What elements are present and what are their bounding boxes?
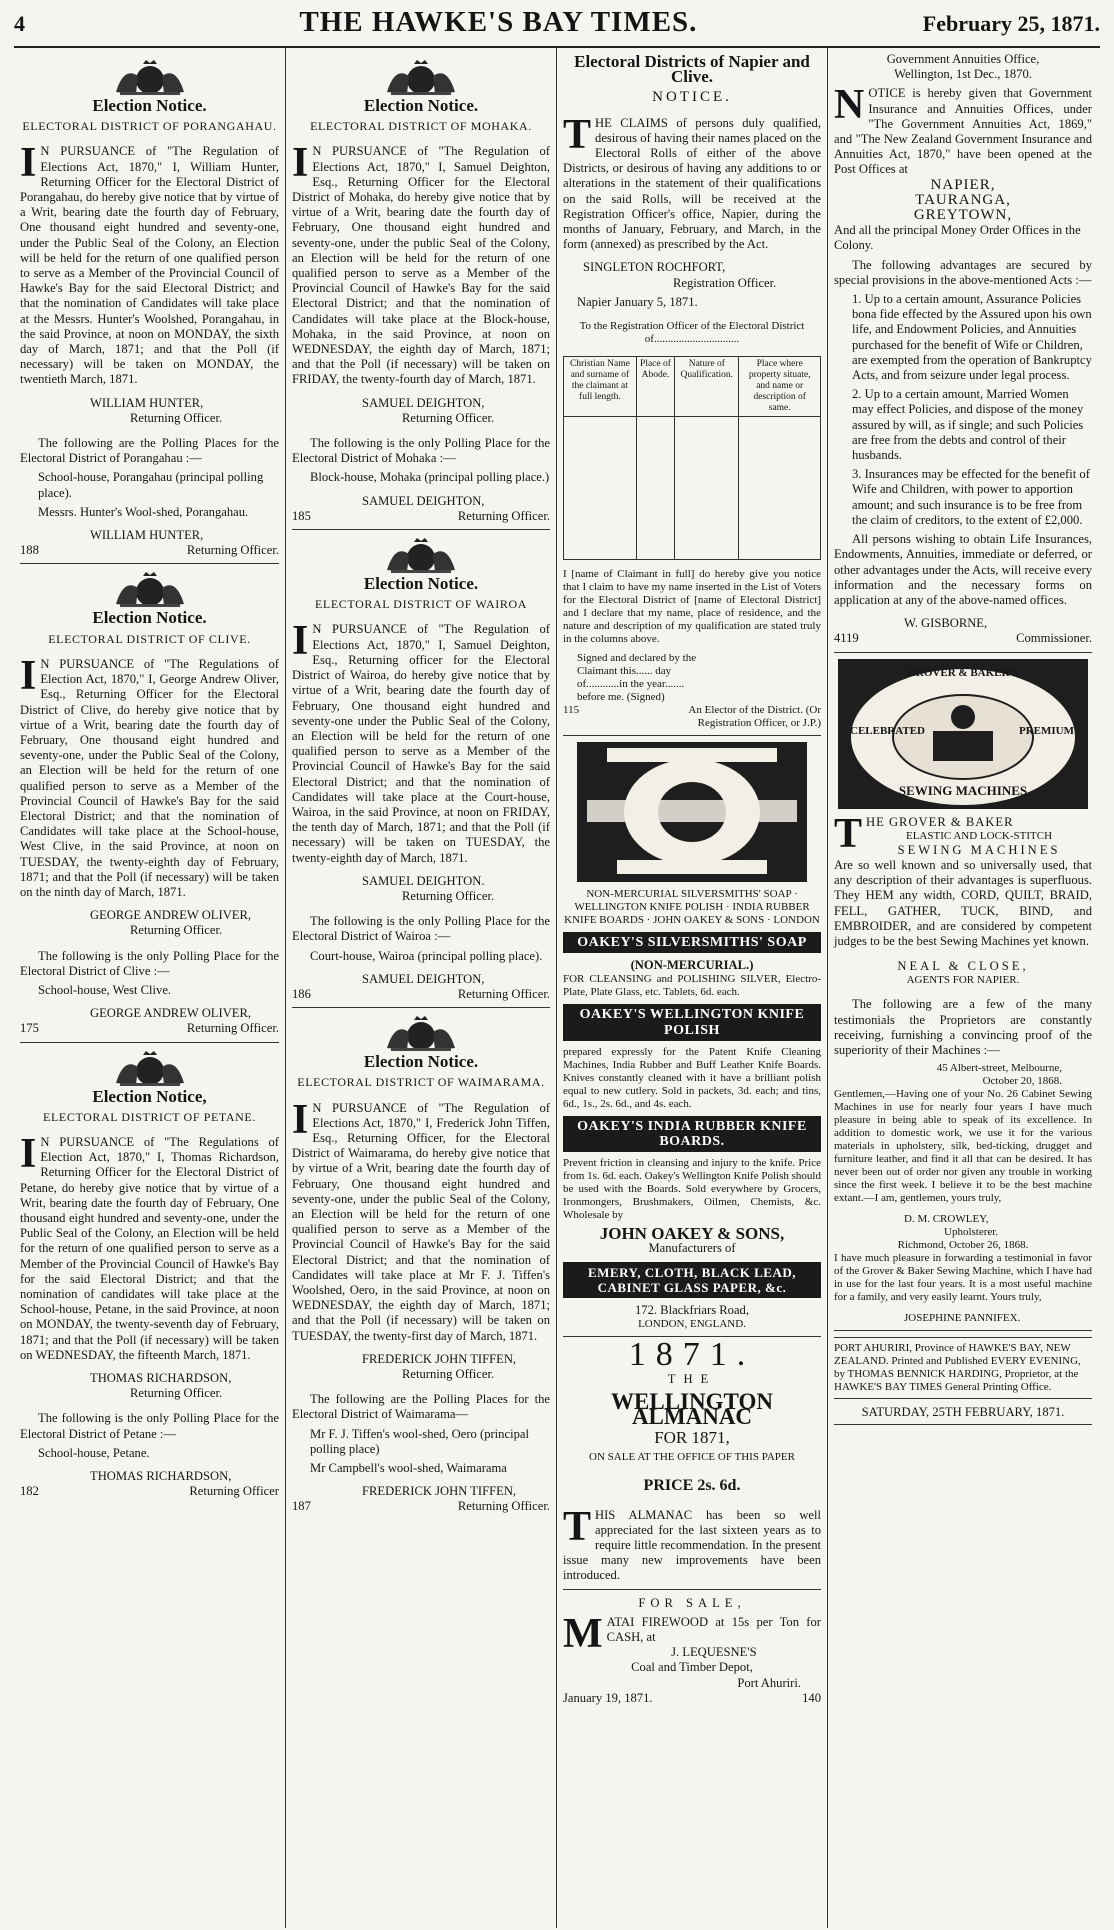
signature-name: SAMUEL DEIGHTON, xyxy=(362,971,485,986)
declaration: I [name of Claimant in full] do hereby give you notice that I claim to have my name inserted in the List of Voters for the Electoral District of [name of Electoral District] and I declare that my name, place of residence, and the nature and description of my qualification are stated truly in the columns above. xyxy=(563,568,821,646)
signature-name: GEORGE ANDREW OLIVER, xyxy=(90,1006,252,1021)
polling-intro: The following is the only Polling Place for the Electoral District of Petane :— xyxy=(20,1411,279,1441)
election-notice-wairoa xyxy=(292,536,550,1008)
form-cell xyxy=(564,417,637,560)
oakey-address: 172. Blackfriars Road, xyxy=(634,1303,749,1318)
district-name: ELECTORAL DISTRICT OF CLIVE. xyxy=(48,631,251,646)
drop-cap: I xyxy=(20,140,37,187)
grover-emblem xyxy=(838,659,1088,809)
royal-arms-icon xyxy=(381,58,461,96)
signature-name: SAMUEL DEIGHTON, xyxy=(362,493,485,508)
almanac-advertisement xyxy=(563,1336,821,1589)
signature-title: Returning Officer. xyxy=(186,1021,279,1036)
emblem-top: GROVER & BAKER'S xyxy=(907,666,1019,679)
ad-number: 186 xyxy=(292,986,311,1001)
oakey-emblem-icon xyxy=(577,742,807,882)
royal-arms-icon xyxy=(110,570,190,608)
notice-text: N PURSUANCE of "The Regulation of Elections Act, 1870," I, William Hunter, Returning Officer for the Electoral District of Porangahau, do hereby give notice that by virtue of a Writ, bearing date the fourth day of February, One thousand eight hundred and seventy-one, under the Public Seal of the Colony, an Election will be held for the return of one qualified person to serve as a Member of the Provincial Council of Hawke's Bay for the said Electoral District; and that the nomination of Candidates will take place at the Messrs. Hunter's Woolshed, Porangahau, in the said Province, at noon on MONDAY, the sixth day of March, 1871; and that the Poll (if necessary) will be taken on MONDAY, the twentieth March, 1871. xyxy=(20,144,279,387)
drop-cap: I xyxy=(20,1130,37,1177)
dateline: Napier January 5, 1871. xyxy=(577,294,698,309)
form-cell xyxy=(739,417,821,560)
signed-line: Signed and declared by the Claimant this...... day of............in the year....... before me. (Signed) xyxy=(577,652,697,704)
drop-cap: T xyxy=(834,810,863,857)
form-column-header: Place of Abode. xyxy=(636,357,674,417)
signature-title: Returning Officer. xyxy=(457,1499,550,1514)
ad-number: 175 xyxy=(20,1021,39,1036)
notice-body xyxy=(292,1096,550,1344)
notice-heading: Election Notice. xyxy=(363,574,479,594)
testimonial-signature: D. M. CROWLEY, xyxy=(904,1213,989,1226)
column-2 xyxy=(285,48,556,1928)
signature-name: GEORGE ANDREW OLIVER, xyxy=(90,908,252,923)
testimonial-address: 45 Albert-street, Melbourne, xyxy=(936,1062,1062,1075)
sale-text: ATAI FIREWOOD at 15s per Ton for CASH, at xyxy=(606,1614,821,1644)
annuities-and: And all the principal Money Order Offices in the Colony. xyxy=(834,223,1081,253)
polling-intro: The following are the Polling Places for the Electoral District of Porangahau :— xyxy=(20,436,279,466)
form-column-header: Place where property situate, and name or description of same. xyxy=(739,357,821,417)
polling-place: Court-house, Wairoa (principal polling place). xyxy=(310,948,543,963)
grover-baker-advertisement xyxy=(834,659,1092,1332)
signature-name: SAMUEL DEIGHTON. xyxy=(362,873,485,888)
sale-depot: Coal and Timber Depot, xyxy=(631,1660,753,1675)
printer-imprint: PORT AHURIRI, Province of HAWKE'S BAY, NEW ZEALAND. Printed and Published EVERY EVENING, by THOMAS BENNICK HARDING, Proprietor, at the HAWKE'S BAY TIMES General Printing Office. xyxy=(834,1337,1092,1399)
oakey-city: LONDON, ENGLAND. xyxy=(638,1318,746,1331)
oakey-company: JOHN OAKEY & SONS, xyxy=(599,1224,785,1244)
drop-cap: I xyxy=(292,1096,309,1143)
testimonial-body: Gentlemen,—Having one of your No. 26 Cabinet Sewing Machines in use for nearly four years I have much pleasure in being able to speak of its excellence. In addition to domestic work, we use it for the various materials in upholstery, silk, bed-ticking, drugget and furniture leather, and find it all that can be desired. It has never been out of order nor given any trouble in working since the first week. I believe it to be the best machine extant.—I am, gentlemen, yours truly, xyxy=(834,1088,1092,1205)
annuities-item-text: Up to a certain amount, Married Women may effect Policies, and dispose of the money assured by will, as if single; and such Policies are free from the debts and control of their husbands. xyxy=(852,387,1084,463)
polling-intro: The following is the only Polling Place for the Electoral District of Clive :— xyxy=(20,948,279,978)
oakey-emblem-text: NON-MERCURIAL SILVERSMITHS' SOAP · WELLINGTON KNIFE POLISH · INDIA RUBBER KNIFE BOARDS · JOHN OAKEY & SONS · LONDON xyxy=(564,888,820,927)
form-cell xyxy=(636,417,674,560)
notice-heading: Election Notice. xyxy=(363,1052,479,1072)
annuities-item-text: Insurances may be effected for the benefit of Wife and Children, with power to apportion amount; and such insurance is to be free from the claim of creditors, to the extent of £2,000. xyxy=(852,467,1090,527)
column-4 xyxy=(827,48,1098,1928)
royal-arms-icon xyxy=(381,536,461,574)
column-3 xyxy=(556,48,827,1928)
annuities-advertisement xyxy=(834,52,1092,653)
oakey-subtitle: (NON-MERCURIAL.) xyxy=(630,958,754,973)
notice-heading: Election Notice, xyxy=(92,1086,207,1106)
almanac-sale: ON SALE AT THE OFFICE OF THIS PAPER xyxy=(589,1451,795,1464)
district-name: ELECTORAL DISTRICT OF WAIMARAMA. xyxy=(297,1075,545,1090)
signature-name: SAMUEL DEIGHTON, xyxy=(362,395,485,410)
signature-name: WILLIAM HUNTER, xyxy=(90,528,204,543)
annuities-advantages: The following advantages are secured by special provisions in the above-mentioned Acts :— xyxy=(834,257,1092,287)
polling-intro: The following is the only Polling Place for the Electoral District of Wairoa :— xyxy=(292,914,550,944)
testimonial-date: Richmond, October 26, 1868. xyxy=(897,1239,1029,1252)
signature-title: Returning Officer. xyxy=(130,410,223,425)
sale-date: January 19, 1871. xyxy=(563,1690,653,1705)
notice-heading: Election Notice. xyxy=(92,608,207,628)
firewood-advertisement xyxy=(563,1596,821,1711)
notice-body xyxy=(292,140,550,387)
signature-title: Registration Officer. xyxy=(673,275,777,290)
sale-place: Port Ahuriri. xyxy=(737,1675,801,1690)
signature-title: Returning Officer. xyxy=(402,1367,495,1382)
notice-body xyxy=(20,140,279,387)
agents-for: AGENTS FOR NAPIER. xyxy=(906,974,1020,987)
notice-text: N PURSUANCE of "The Regulation of Elections Act, 1870," I, Frederick John Tiffen, Esq., Returning Officer, for the Electoral District of Waimarama, do hereby give notice that by virtue of a Writ, bearing date the fourth day of February, One thousand eight hundred and seventy-one, under the public Seal of the Colony, an Election will be held for the return of one qualified person to serve as a Member of the Provincial Council of Hawke's Bay for the said Electoral District; and that the nomination of Candidates will take place at Mr F. J. Tiffen's Woolshed, Oero, in the said Province, at noon on WEDNESDAY, the eighth day of March, 1871; and that the Poll (if necessary) will be taken on TUESDAY, the twenty-first day of March, 1871. xyxy=(292,1100,550,1343)
town: GREYTOWN, xyxy=(913,207,1013,224)
ad-number: 185 xyxy=(292,508,311,523)
annuities-office: Government Annuities Office, xyxy=(886,52,1040,66)
signature-name: THOMAS RICHARDSON, xyxy=(90,1469,232,1484)
almanac-title: WELLINGTON ALMANAC xyxy=(611,1388,773,1429)
royal-arms-icon xyxy=(381,1014,461,1052)
page-number: 4 xyxy=(14,11,25,36)
notice-body xyxy=(563,111,821,253)
district-name: ELECTORAL DISTRICT OF PORANGAHAU. xyxy=(22,119,277,134)
oakey-advertisement xyxy=(563,742,821,1337)
signature-name: THOMAS RICHARDSON, xyxy=(90,1371,232,1386)
testimonial-title: Upholsterer. xyxy=(944,1226,999,1239)
issue-date: February 25, 1871. xyxy=(922,11,1100,36)
polling-place: Block-house, Mohaka (principal polling place.) xyxy=(310,470,550,485)
polling-place: School-house, West Clive. xyxy=(38,982,172,997)
ad-number: 115 xyxy=(563,704,580,717)
oakey-emery-banner: EMERY, CLOTH, BLACK LEAD, CABINET GLASS PAPER, &c. xyxy=(563,1262,821,1298)
annuities-text: OTICE is hereby given that Government Insurance and Annuities Offices, under "The Government Annuities Act, 1869," and "The New Zealand Government Insurance and Annuities Act, 1870," have been opened at the Post Offices at xyxy=(834,86,1092,177)
drop-cap: I xyxy=(292,618,309,665)
polling-place: Mr Campbell's wool-shed, Waimarama xyxy=(310,1461,507,1476)
form-column-header: Christian Name and surname of the claimant at full length. xyxy=(564,357,637,417)
polling-place: School-house, Petane. xyxy=(38,1445,150,1460)
drop-cap: I xyxy=(20,652,37,699)
signature-title: Returning Officer. xyxy=(457,986,550,1001)
signature-title: Commissioner. xyxy=(1016,631,1092,646)
sale-name: J. LEQUESNE'S xyxy=(671,1645,757,1660)
polling-intro: The following is the only Polling Place for the Electoral District of Mohaka :— xyxy=(292,436,550,466)
signature-title: Returning Officer. xyxy=(402,888,495,903)
signature-title: Returning Officer. xyxy=(130,1386,223,1401)
election-notice-petane xyxy=(20,1049,279,1505)
almanac-year: 1871. xyxy=(628,1336,756,1374)
agents-name: NEAL & CLOSE, xyxy=(897,959,1029,974)
signature-title: Returning Officer. xyxy=(402,410,495,425)
column-1 xyxy=(14,48,285,1928)
ad-number: 140 xyxy=(802,1690,821,1705)
newspaper-title: THE HAWKE'S BAY TIMES. xyxy=(299,6,698,38)
notice-body xyxy=(20,1130,279,1363)
oakey-soap-banner: OAKEY'S SILVERSMITHS' SOAP xyxy=(563,932,821,953)
masthead xyxy=(14,6,1100,48)
form-cell xyxy=(675,417,739,560)
emblem-right: PREMIUM xyxy=(1019,724,1074,737)
signature-name: SINGLETON ROCHFORT, xyxy=(583,260,726,275)
testimonial-signature: JOSEPHINE PANNIFEX. xyxy=(904,1312,1021,1325)
annuities-item: 2. Up to a certain amount, Married Women may effect Policies, and dispose of the money assured by will, as if single; and such Policies are free from the debts and control of their husbands. xyxy=(852,387,1084,463)
town: NAPIER, xyxy=(930,176,996,193)
drop-cap: M xyxy=(563,1610,603,1657)
signature-title: Returning Officer. xyxy=(457,508,550,523)
notice-text: N PURSUANCE of "The Regulation of Elections Act, 1870," I, Samuel Deighton, Esq., Returning Officer for the Electoral District of Mohaka, do hereby give notice that by virtue of a Writ, bearing date the fourth day of February, One thousand eight hundred and seventy-one, under the public Seal of the Colony, an Election will be held for the return of one qualified person to serve as a Member of the Provincial Council of Hawke's Bay for the said Electoral District; and that the nomination of Candidates will take place at the Block-house, Mohaka, in the said Province, at noon on WEDNESDAY, the eighth day of March, 1871; and that the Poll (if necessary) will be taken on FRIDAY, the twenty-fourth day of March, 1871. xyxy=(292,144,550,387)
grover-machines: SEWING MACHINES xyxy=(897,842,1061,857)
electoral-registration-notice xyxy=(563,54,821,736)
form-to: To the Registration Officer of the Electoral District of............................... xyxy=(579,320,805,346)
notice-heading: Election Notice. xyxy=(363,96,479,115)
ad-number: 4119 xyxy=(834,631,859,646)
signature-title: Returning Officer xyxy=(189,1484,279,1499)
district-name: ELECTORAL DISTRICT OF PETANE. xyxy=(43,1109,256,1124)
oakey-text: FOR CLEANSING and POLISHING SILVER, Electro-Plate, Plate Glass, etc. Tablets, 6d. each. xyxy=(563,973,821,999)
form-column-header: Nature of Qualification. xyxy=(675,357,739,417)
ad-number: 188 xyxy=(20,543,39,558)
testimonial-body: I have much pleasure in forwarding a testimonial in favor of the Grover & Baker Sewing Machine, which I have had in use for the last four years. It is a most useful machine for a family, and very easily learnt. Yours truly, xyxy=(834,1252,1092,1304)
notice-body xyxy=(20,652,279,900)
almanac-text: HIS ALMANAC has been so well appreciated for the last sixteen years as to require little recommendation. In the present issue many new improvements have been introduced. xyxy=(563,1507,821,1583)
almanac-body xyxy=(563,1503,821,1584)
signature-name: WILLIAM HUNTER, xyxy=(90,395,204,410)
signature-name: FREDERICK JOHN TIFFEN, xyxy=(362,1351,517,1366)
elector-line: An Elector of the District. (Or Registration Officer, or J.P.) xyxy=(688,704,821,730)
election-notice-mohaka xyxy=(292,58,550,530)
annuities-dateline: Wellington, 1st Dec., 1870. xyxy=(894,67,1032,82)
signature-title: Returning Officer. xyxy=(186,543,279,558)
drop-cap: T xyxy=(563,111,592,158)
drop-cap: N xyxy=(834,82,865,129)
annuities-item-text: Up to a certain amount, Assurance Policies bona fide effected by the Assured upon his own life, and Endowment Policies, and Annuities purchased for the benefit of Wife or Children, are exempted from the operation of Bankruptcy Acts, and from seizure under legal process. xyxy=(852,292,1092,383)
royal-arms-icon xyxy=(110,58,190,96)
notice-heading: Electoral Districts of Napier and Clive. xyxy=(574,52,810,87)
annuities-all: All persons wishing to obtain Life Insurances, Endowments, Annuities, immediate or deferred, or other advantages under the Acts, will receive every information and the necessary forms on application at any of the above-named offices. xyxy=(834,532,1092,607)
testimonial-date: October 20, 1868. xyxy=(982,1075,1062,1088)
election-notice-waimarama xyxy=(292,1014,550,1519)
town: TAURANGA, xyxy=(915,191,1011,208)
notice-text: N PURSUANCE of "The Regulation of Elections Act, 1870," I, Samuel Deighton, Esq., Returning officer for the Electoral District of Wairoa, do hereby give notice that by virtue of a Writ, bearing date the fourth day of February, One thousand eight hundred and seventy-one under the Public Seal of the Colony, an Election will be held for the return of one qualified person to serve as a Member of the Provincial Council of Hawke's Bay for the said Electoral District; and that the nomination of Candidates will take place at the Court-house, Wairoa, in the said Province, at noon on FRIDAY, the tenth day of March, 1871; and that the Poll (if necessary) will be taken on TUESDAY, the twenty-eighth day of March, 1871. xyxy=(292,622,550,865)
emblem-left: CELEBRATED xyxy=(850,724,925,737)
testimonials-intro: The following are a few of the many testimonials the Proprietors are constantly receiving, furnishing a convincing proof of the superiority of their Machines :— xyxy=(834,997,1092,1057)
ad-number: 187 xyxy=(292,1499,311,1514)
polling-place: School-house, Porangahau (principal polling place). xyxy=(38,470,264,500)
grover-body: Are so well known and so universally used, that any description of their advantages is superfluous. They HEM any width, CORD, QUILT, BRAID, FELL, GATHER, TUCK, BIND, and EMBROIDER, and are considered by competent judges to be the best Sewing Machines yet known. xyxy=(834,857,1092,948)
emblem-bottom: SEWING MACHINES xyxy=(898,783,1028,799)
election-notice-clive xyxy=(20,570,279,1042)
almanac-for: FOR 1871, xyxy=(654,1428,730,1448)
notice-heading: Election Notice. xyxy=(92,96,207,115)
annuities-item: 3. Insurances may be effected for the benefit of Wife and Children, with power to apportion amount; and such insurance is to be free from the claim of creditors, to the extent of £2,000. xyxy=(852,467,1090,527)
election-notice-porangahau xyxy=(20,58,279,564)
grover-subtitle: ELASTIC AND LOCK-STITCH xyxy=(905,829,1053,842)
oakey-text: Prevent friction in cleansing and injury to the knife. Price from 1s. 6d. each. Oakey's Wellington Knife Polish should be used with the Boards. Sold everywhere by Grocers, Ironmongers, Brushmakers, Oilmen, Chemists, &c. Wholesale by xyxy=(563,1157,821,1222)
oakey-polish-banner: OAKEY'S WELLINGTON KNIFE POLISH xyxy=(563,1004,821,1040)
annuities-item: 1. Up to a certain amount, Assurance Policies bona fide effected by the Assured upon his own life, and Endowment Policies, and Annuities purchased for the benefit of Wife or Children, are exempted from the operation of Bankruptcy Acts, and from seizure under legal process. xyxy=(852,292,1092,383)
polling-place: Mr F. J. Tiffen's wool-shed, Oero (principal polling place) xyxy=(310,1426,529,1456)
footer-date: SATURDAY, 25TH FEBRUARY, 1871. xyxy=(834,1405,1092,1425)
notice-label: NOTICE. xyxy=(652,89,732,106)
polling-place: Messrs. Hunter's Wool-shed, Porangahau. xyxy=(38,504,249,519)
royal-arms-icon xyxy=(110,1049,190,1087)
ad-number: 182 xyxy=(20,1484,39,1499)
oakey-boards-banner: OAKEY'S INDIA RUBBER KNIFE BOARDS. xyxy=(563,1116,821,1152)
almanac-the: THE xyxy=(667,1372,717,1387)
grover-title: HE GROVER & BAKER xyxy=(866,814,1014,829)
claim-form-table xyxy=(563,356,821,560)
signature-title: Returning Officer. xyxy=(130,923,223,938)
sale-heading: FOR SALE, xyxy=(638,1595,746,1610)
almanac-price: PRICE 2s. 6d. xyxy=(643,1477,741,1495)
notice-text: N PURSUANCE of "The Regulations of Election Act, 1870," I, George Andrew Oliver, Esq., Returning Officer for the Electoral District of Clive, do hereby give notice that by virtue of a Writ, bearing date the fourth day of February, One thousand eight hundred and seventy-one, under the Public Seal of the Colony, an Election will be held for the return of one qualified person to serve as a Member of the Provincial Council of Hawke's Bay for the said Electoral District; and that the nomination of Candidates will take place at the School-house, West Clive, in the said Province, at noon on TUESDAY, the twenty-eighth day of February, 1871; and that the Poll (if necessary) will be taken on the ninth day of March, 1871. xyxy=(20,656,279,899)
annuities-body xyxy=(834,82,1092,177)
drop-cap: I xyxy=(292,140,309,187)
district-name: ELECTORAL DISTRICT OF MOHAKA. xyxy=(310,119,532,134)
notice-text: HE CLAIMS of persons duly qualified, desirous of having their names placed on the Electoral Rolls of either of the above Districts, or desirous of having any additions to or alterations in the statement of their qualifications on the said Rolls, will be received at the Registration Officer's office, Napier, during the months of January, February, and March, in the form (annexed) as prescribed by the Act. xyxy=(563,115,821,252)
oakey-text: prepared expressly for the Patent Knife Cleaning Machines, India Rubber and Buff Leather Knife Boards. Knives constantly cleaned with it have a brilliant polish equal to new cutlery. Sold in packets, 3d. each; and tins, 6d., 1s., 2s. 6d., and 4s. each. xyxy=(563,1045,821,1110)
district-name: ELECTORAL DISTRICT OF WAIROA xyxy=(314,597,528,612)
signature-name: W. GISBORNE, xyxy=(904,616,988,631)
polling-intro: The following are the Polling Places for the Electoral District of Waimarama— xyxy=(292,1392,550,1422)
signature-name: FREDERICK JOHN TIFFEN, xyxy=(362,1484,517,1499)
drop-cap: T xyxy=(563,1503,592,1550)
notice-body xyxy=(292,618,550,865)
oakey-manufacturers: Manufacturers of xyxy=(648,1241,736,1256)
notice-text: N PURSUANCE of "The Regulations of Election Act, 1870," I, Thomas Richardson, Returning Officer for the Electoral District of Petane, do hereby give notice that by virtue of a Writ, bearing date the fourth day of February, One thousand eight hundred and seventy-one, under the Public Seal of the Colony, an Election will be held for the return of one qualified person to serve as a Member of the Provincial Council of Hawke's Bay for the said Electoral District; and that the nomination of candidates will take place at the School-house, Petane, in the said Province, at noon on MONDAY, the twenty-seventh day of February, 1871; and that the Poll (if necessary) will be taken on WEDNESDAY, the fifteenth March, 1871. xyxy=(20,1134,279,1362)
